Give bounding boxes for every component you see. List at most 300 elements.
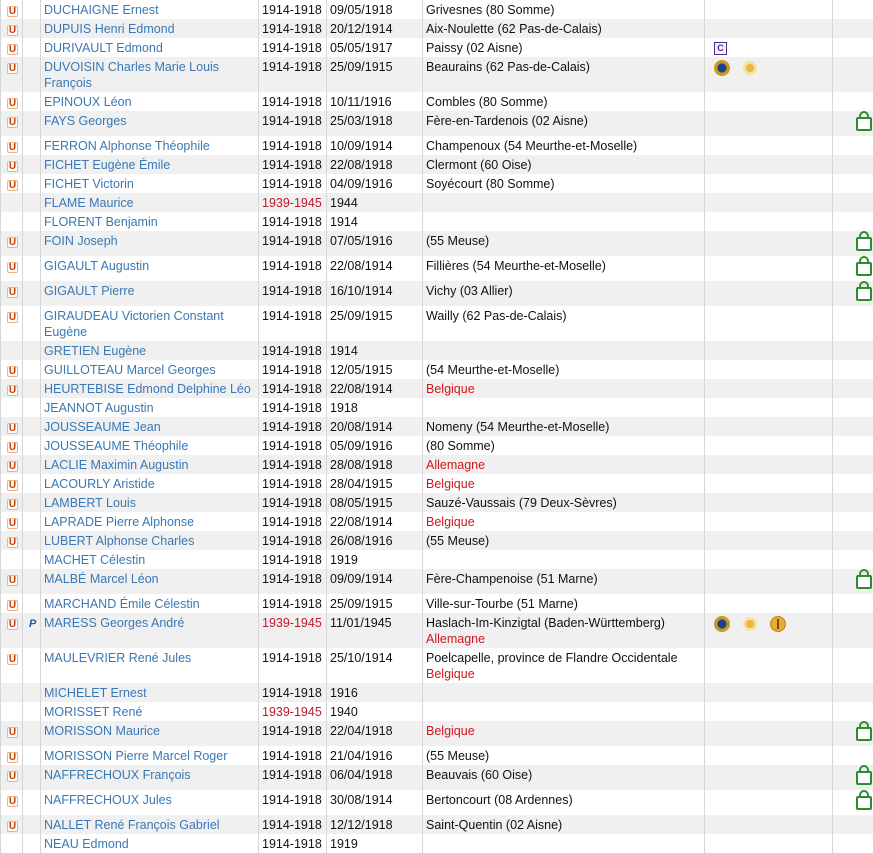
name-cell [41, 212, 259, 231]
p-cell [23, 38, 41, 57]
person-name-link[interactable]: LAPRADE Pierre Alphonse [44, 515, 194, 529]
lock-icon[interactable] [856, 262, 872, 276]
death-place: Vichy (03 Allier) [426, 284, 513, 298]
u-badge-icon[interactable]: U [7, 63, 18, 74]
medals-cell [705, 111, 833, 136]
gold-cross-medal-icon[interactable] [770, 616, 786, 632]
medals-cell [705, 569, 833, 594]
conflict-cell [259, 455, 327, 474]
u-badge-icon[interactable]: U [7, 423, 18, 434]
u-badge-icon[interactable]: U [7, 312, 18, 323]
lock-icon[interactable] [856, 771, 872, 785]
medals-cell [705, 512, 833, 531]
table-row [1, 702, 873, 721]
u-badge-icon[interactable]: U [7, 262, 18, 273]
date-cell [327, 683, 423, 702]
conflict-cell [259, 155, 327, 174]
name-cell [41, 398, 259, 417]
conflict-cell [259, 231, 327, 256]
conflict-cell [259, 815, 327, 834]
u-cell [1, 92, 23, 111]
date-cell [327, 746, 423, 765]
lock-cell [833, 19, 873, 38]
conflict-cell [259, 398, 327, 417]
medals-cell [705, 493, 833, 512]
name-cell [41, 569, 259, 594]
person-name-link[interactable]: JEANNOT Augustin [44, 401, 154, 415]
death-date: 1919 [330, 837, 358, 851]
person-name-link[interactable]: MACHET Célestin [44, 553, 145, 567]
medals-cell [705, 613, 833, 648]
death-place: (80 Somme) [426, 439, 495, 453]
u-badge-icon[interactable]: U [7, 180, 18, 191]
conflict-label: 1914-1918 [262, 234, 322, 248]
person-name-link[interactable]: GRETIEN Eugène [44, 344, 146, 358]
u-cell [1, 174, 23, 193]
table-row [1, 455, 873, 474]
table-row [1, 834, 873, 853]
lock-cell [833, 550, 873, 569]
person-name-link[interactable]: DUVOISIN Charles Marie Louis François [44, 60, 219, 90]
lock-cell [833, 594, 873, 613]
p-cell [23, 648, 41, 683]
table-row [1, 231, 873, 256]
medals-cell [705, 231, 833, 256]
person-name-link[interactable]: LAMBERT Louis [44, 496, 136, 510]
conflict-cell [259, 193, 327, 212]
u-badge-icon[interactable]: U [7, 117, 18, 128]
place-cell [423, 92, 705, 111]
person-name-link[interactable]: LUBERT Alphonse Charles [44, 534, 194, 548]
lock-cell [833, 834, 873, 853]
death-date: 22/04/1918 [330, 724, 393, 738]
u-badge-icon[interactable]: U [7, 796, 18, 807]
person-name-link[interactable]: MARESS Georges André [44, 616, 184, 630]
person-name-link[interactable]: FLORENT Benjamin [44, 215, 158, 229]
conflict-label: 1914-1918 [262, 3, 322, 17]
u-cell [1, 765, 23, 790]
p-cell [23, 683, 41, 702]
medals-cell [705, 790, 833, 815]
name-cell [41, 231, 259, 256]
table-row [1, 683, 873, 702]
conflict-cell [259, 19, 327, 38]
death-date: 12/05/1915 [330, 363, 393, 377]
u-cell [1, 0, 23, 19]
lock-cell [833, 721, 873, 746]
person-name-link[interactable]: FLAME Maurice [44, 196, 134, 210]
place-cell [423, 493, 705, 512]
u-cell [1, 455, 23, 474]
u-cell [1, 721, 23, 746]
p-cell [23, 613, 41, 648]
table-row [1, 746, 873, 765]
lock-cell [833, 174, 873, 193]
death-date: 25/03/1918 [330, 114, 393, 128]
person-name-link[interactable]: LACLIE Maximin Augustin [44, 458, 189, 472]
p-cell [23, 834, 41, 853]
conflict-cell [259, 702, 327, 721]
conflict-label: 1914-1918 [262, 95, 322, 109]
lock-icon[interactable] [856, 237, 872, 251]
conflict-label: 1914-1918 [262, 477, 322, 491]
place-cell [423, 648, 705, 683]
lock-icon[interactable] [856, 727, 872, 741]
conflict-cell [259, 613, 327, 648]
medals-cell [705, 341, 833, 360]
u-badge-icon[interactable]: U [7, 237, 18, 248]
death-place: Paissy (02 Aisne) [426, 41, 523, 55]
u-cell [1, 746, 23, 765]
medals-cell [705, 815, 833, 834]
person-name-link[interactable]: LACOURLY Aristide [44, 477, 155, 491]
date-cell [327, 834, 423, 853]
c-badge-icon[interactable]: C [714, 42, 727, 55]
u-cell [1, 569, 23, 594]
conflict-cell [259, 721, 327, 746]
u-badge-icon[interactable]: U [7, 142, 18, 153]
name-cell [41, 721, 259, 746]
person-name-link[interactable]: NEAU Edmond [44, 837, 129, 851]
p-badge-icon[interactable]: P [29, 616, 36, 632]
blue-medal-icon[interactable] [714, 60, 730, 76]
person-name-link[interactable]: FAYS Georges [44, 114, 126, 128]
death-date: 1918 [330, 401, 358, 415]
blue-medal-icon[interactable] [714, 616, 730, 632]
u-badge-icon[interactable]: U [7, 385, 18, 396]
date-cell [327, 155, 423, 174]
date-cell [327, 550, 423, 569]
p-cell [23, 360, 41, 379]
u-badge-icon[interactable]: U [7, 771, 18, 782]
date-cell [327, 594, 423, 613]
person-name-link[interactable]: MORISSON Pierre Marcel Roger [44, 749, 227, 763]
table-row [1, 765, 873, 790]
lock-cell [833, 0, 873, 19]
table-row [1, 360, 873, 379]
conflict-label: 1914-1918 [262, 837, 322, 851]
date-cell [327, 231, 423, 256]
date-cell [327, 721, 423, 746]
person-name-link[interactable]: NAFFRECHOUX Jules [44, 793, 172, 807]
conflict-cell [259, 746, 327, 765]
u-cell [1, 417, 23, 436]
conflict-cell [259, 550, 327, 569]
death-date: 1916 [330, 686, 358, 700]
u-cell [1, 136, 23, 155]
medals-cell [705, 683, 833, 702]
person-name-link[interactable]: GIGAULT Pierre [44, 284, 135, 298]
lock-cell [833, 398, 873, 417]
conflict-label: 1914-1918 [262, 41, 322, 55]
death-place: (54 Meurthe-et-Moselle) [426, 363, 559, 377]
date-cell [327, 512, 423, 531]
u-badge-icon[interactable]: U [7, 575, 18, 586]
lock-cell [833, 815, 873, 834]
death-date: 10/09/1914 [330, 139, 393, 153]
person-name-link[interactable]: DUCHAIGNE Ernest [44, 3, 159, 17]
u-badge-icon[interactable]: U [7, 161, 18, 172]
p-cell [23, 57, 41, 92]
u-badge-icon[interactable]: U [7, 654, 18, 665]
name-cell [41, 550, 259, 569]
p-cell [23, 417, 41, 436]
medals-cell [705, 306, 833, 341]
place-cell [423, 398, 705, 417]
person-name-link[interactable]: JOUSSEAUME Jean [44, 420, 161, 434]
death-date: 16/10/1914 [330, 284, 393, 298]
medals-cell [705, 256, 833, 281]
u-badge-icon[interactable]: U [7, 752, 18, 763]
place-cell [423, 436, 705, 455]
table-row [1, 136, 873, 155]
death-place: Beaurains (62 Pas-de-Calais) [426, 60, 590, 74]
person-name-link[interactable]: MALBÉ Marcel Léon [44, 572, 159, 586]
conflict-label: 1914-1918 [262, 515, 322, 529]
place-cell [423, 550, 705, 569]
p-cell [23, 155, 41, 174]
person-name-link[interactable]: FICHET Victorin [44, 177, 134, 191]
date-cell [327, 531, 423, 550]
name-cell [41, 815, 259, 834]
death-place: Champenoux (54 Meurthe-et-Moselle) [426, 139, 637, 153]
medals-cell [705, 38, 833, 57]
table-row [1, 212, 873, 231]
person-name-link[interactable]: MORISSON Maurice [44, 724, 160, 738]
table-row [1, 19, 873, 38]
p-cell [23, 493, 41, 512]
table-row [1, 155, 873, 174]
person-name-link[interactable]: JOUSSEAUME Théophile [44, 439, 188, 453]
lock-cell [833, 57, 873, 92]
lock-cell [833, 746, 873, 765]
u-badge-icon[interactable]: U [7, 25, 18, 36]
person-name-link[interactable]: FERRON Alphonse Théophile [44, 139, 210, 153]
death-date: 30/08/1914 [330, 793, 393, 807]
person-name-link[interactable]: FOIN Joseph [44, 234, 118, 248]
p-cell [23, 594, 41, 613]
conflict-label: 1914-1918 [262, 597, 322, 611]
u-cell [1, 341, 23, 360]
place-cell [423, 765, 705, 790]
conflict-cell [259, 569, 327, 594]
person-name-link[interactable]: MICHELET Ernest [44, 686, 147, 700]
person-name-link[interactable]: MORISSET René [44, 705, 142, 719]
u-cell [1, 683, 23, 702]
death-place: Fère-en-Tardenois (02 Aisne) [426, 114, 588, 128]
death-country: Belgique [426, 666, 701, 682]
name-cell [41, 765, 259, 790]
name-cell [41, 111, 259, 136]
lock-cell [833, 765, 873, 790]
lock-icon[interactable] [856, 117, 872, 131]
conflict-label: 1914-1918 [262, 818, 322, 832]
u-badge-icon[interactable]: U [7, 366, 18, 377]
lock-cell [833, 417, 873, 436]
p-cell [23, 92, 41, 111]
date-cell [327, 341, 423, 360]
name-cell [41, 38, 259, 57]
date-cell [327, 398, 423, 417]
death-date: 07/05/1916 [330, 234, 393, 248]
name-cell [41, 613, 259, 648]
gold-star-medal-icon[interactable] [742, 616, 758, 632]
u-cell [1, 436, 23, 455]
death-date: 09/05/1918 [330, 3, 393, 17]
u-badge-icon[interactable]: U [7, 480, 18, 491]
medals-cell [705, 436, 833, 455]
p-cell [23, 815, 41, 834]
place-cell [423, 0, 705, 19]
medals-cell [705, 360, 833, 379]
conflict-cell [259, 379, 327, 398]
table-row [1, 306, 873, 341]
u-cell [1, 790, 23, 815]
person-name-link[interactable]: GIGAULT Augustin [44, 259, 149, 273]
p-cell [23, 174, 41, 193]
date-cell [327, 136, 423, 155]
place-cell [423, 683, 705, 702]
death-date: 22/08/1914 [330, 382, 393, 396]
person-name-link[interactable]: MARCHAND Émile Célestin [44, 597, 200, 611]
person-name-link[interactable]: EPINOUX Léon [44, 95, 132, 109]
u-badge-icon[interactable]: U [7, 6, 18, 17]
medals-cell [705, 92, 833, 111]
conflict-cell [259, 834, 327, 853]
death-place: Combles (80 Somme) [426, 95, 548, 109]
p-cell [23, 721, 41, 746]
name-cell [41, 834, 259, 853]
place-cell [423, 790, 705, 815]
conflict-cell [259, 417, 327, 436]
p-cell [23, 19, 41, 38]
u-cell [1, 212, 23, 231]
u-cell [1, 594, 23, 613]
u-badge-icon[interactable]: U [7, 44, 18, 55]
u-badge-icon[interactable]: U [7, 287, 18, 298]
conflict-cell [259, 256, 327, 281]
u-cell [1, 360, 23, 379]
u-badge-icon[interactable]: U [7, 537, 18, 548]
death-date: 25/09/1915 [330, 60, 393, 74]
table-row [1, 111, 873, 136]
conflict-cell [259, 790, 327, 815]
place-cell [423, 360, 705, 379]
u-badge-icon[interactable]: U [7, 442, 18, 453]
conflict-label: 1914-1918 [262, 439, 322, 453]
table-row [1, 436, 873, 455]
medals-cell [705, 531, 833, 550]
conflict-label: 1914-1918 [262, 22, 322, 36]
date-cell [327, 256, 423, 281]
u-badge-icon[interactable]: U [7, 619, 18, 630]
u-badge-icon[interactable]: U [7, 821, 18, 832]
conflict-label: 1914-1918 [262, 651, 322, 665]
death-date: 1940 [330, 705, 358, 719]
medals-cell [705, 721, 833, 746]
u-cell [1, 493, 23, 512]
date-cell [327, 436, 423, 455]
name-cell [41, 0, 259, 19]
u-badge-icon[interactable]: U [7, 98, 18, 109]
table-row [1, 721, 873, 746]
person-name-link[interactable]: GUILLOTEAU Marcel Georges [44, 363, 216, 377]
u-badge-icon[interactable]: U [7, 499, 18, 510]
lock-cell [833, 256, 873, 281]
u-cell [1, 231, 23, 256]
place-cell [423, 341, 705, 360]
table-row [1, 512, 873, 531]
u-cell [1, 512, 23, 531]
lock-cell [833, 92, 873, 111]
conflict-label: 1914-1918 [262, 114, 322, 128]
death-country: Belgique [426, 723, 701, 739]
name-cell [41, 193, 259, 212]
lock-cell [833, 193, 873, 212]
person-name-link[interactable]: DUPUIS Henri Edmond [44, 22, 175, 36]
name-cell [41, 417, 259, 436]
name-cell [41, 683, 259, 702]
p-cell [23, 281, 41, 306]
u-badge-icon[interactable]: U [7, 461, 18, 472]
person-name-link[interactable]: MAULEVRIER René Jules [44, 651, 191, 665]
person-name-link[interactable]: DURIVAULT Edmond [44, 41, 163, 55]
medals-cell [705, 474, 833, 493]
lock-cell [833, 231, 873, 256]
place-cell [423, 702, 705, 721]
death-date: 26/08/1916 [330, 534, 393, 548]
lock-icon[interactable] [856, 575, 872, 589]
person-name-link[interactable]: NAFFRECHOUX François [44, 768, 191, 782]
p-cell [23, 550, 41, 569]
person-name-link[interactable]: FICHET Eugène Émile [44, 158, 170, 172]
p-cell [23, 193, 41, 212]
lock-icon[interactable] [856, 287, 872, 301]
death-country: Allemagne [426, 457, 701, 473]
person-name-link[interactable]: HEURTEBISE Edmond Delphine Léo [44, 382, 251, 396]
p-cell [23, 436, 41, 455]
death-date: 25/10/1914 [330, 651, 393, 665]
u-badge-icon[interactable]: U [7, 600, 18, 611]
p-cell [23, 765, 41, 790]
u-cell [1, 155, 23, 174]
conflict-cell [259, 493, 327, 512]
date-cell [327, 360, 423, 379]
u-badge-icon[interactable]: U [7, 518, 18, 529]
table-body [1, 0, 873, 853]
u-badge-icon[interactable]: U [7, 727, 18, 738]
gold-star-medal-icon[interactable] [742, 60, 758, 76]
lock-cell [833, 613, 873, 648]
conflict-label: 1914-1918 [262, 749, 322, 763]
person-name-link[interactable]: GIRAUDEAU Victorien Constant Eugène [44, 309, 224, 339]
conflict-cell [259, 436, 327, 455]
lock-icon[interactable] [856, 796, 872, 810]
medals-cell [705, 155, 833, 174]
place-cell [423, 231, 705, 256]
table-row [1, 790, 873, 815]
medals-cell [705, 19, 833, 38]
death-place: (55 Meuse) [426, 749, 489, 763]
medals-cell [705, 746, 833, 765]
u-cell [1, 834, 23, 853]
death-date: 25/09/1915 [330, 309, 393, 323]
name-cell [41, 512, 259, 531]
person-name-link[interactable]: NALLET René François Gabriel [44, 818, 220, 832]
name-cell [41, 790, 259, 815]
conflict-label: 1914-1918 [262, 768, 322, 782]
table-row [1, 57, 873, 92]
